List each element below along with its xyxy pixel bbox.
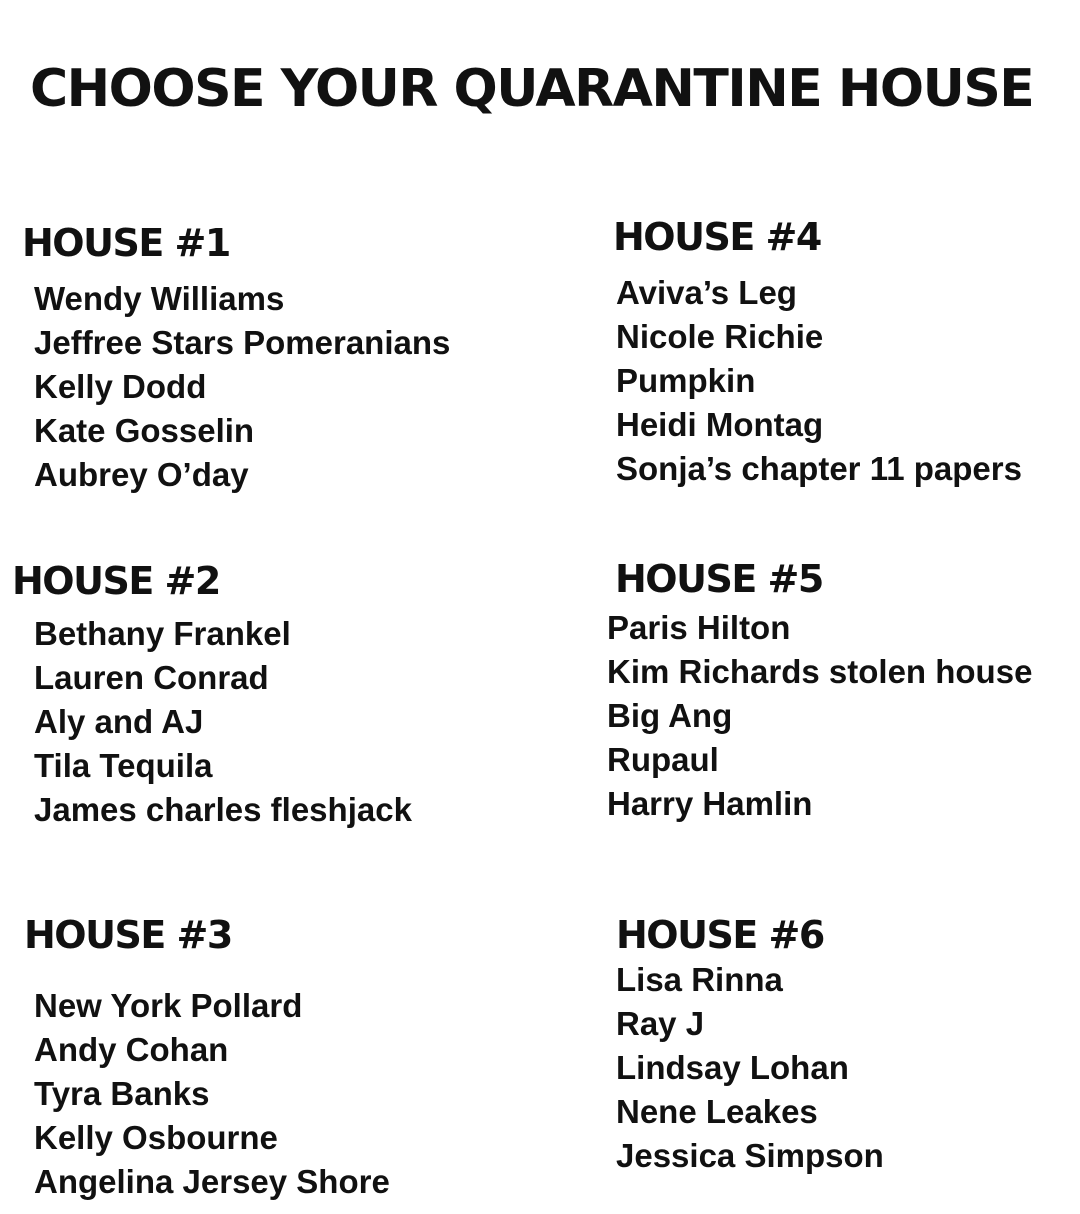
house-title: HOUSE #5	[615, 557, 823, 601]
member-list	[607, 606, 1032, 826]
list-item: Jessica Simpson	[616, 1137, 884, 1174]
member-list	[22, 277, 450, 497]
list-item: Kim Richards stolen house	[607, 653, 1033, 690]
house-title: HOUSE #3	[24, 913, 232, 957]
list-item: Aubrey O’day	[34, 456, 249, 493]
list-item: Wendy Williams	[34, 280, 285, 317]
list-item: James charles fleshjack	[34, 791, 412, 828]
list-item: Sonja’s chapter 11 papers	[616, 450, 1022, 487]
house-4	[613, 215, 1022, 491]
house-3	[24, 913, 390, 1204]
member-list	[613, 271, 1022, 491]
list-item: Aly and AJ	[34, 703, 204, 740]
member-list	[12, 612, 412, 832]
list-item: Lisa Rinna	[616, 961, 783, 998]
list-item: Nicole Richie	[616, 318, 824, 355]
member-list	[24, 984, 390, 1204]
list-item: Andy Cohan	[34, 1031, 229, 1068]
list-item: Tyra Banks	[34, 1075, 210, 1112]
list-item: Kelly Osbourne	[34, 1119, 278, 1156]
page-title: CHOOSE YOUR QUARANTINE HOUSE	[30, 58, 1034, 119]
list-item: Heidi Montag	[616, 406, 824, 443]
list-item: Pumpkin	[616, 362, 756, 399]
list-item: Aviva’s Leg	[616, 274, 797, 311]
list-item: New York Pollard	[34, 987, 303, 1024]
list-item: Lauren Conrad	[34, 659, 269, 696]
house-title: HOUSE #4	[613, 215, 821, 259]
house-1	[22, 221, 451, 497]
list-item: Kate Gosselin	[34, 412, 255, 449]
house-6	[616, 913, 884, 1178]
list-item: Tila Tequila	[34, 747, 213, 784]
list-item: Big Ang	[607, 697, 733, 734]
list-item: Bethany Frankel	[34, 615, 291, 652]
list-item: Harry Hamlin	[607, 785, 813, 822]
house-5	[607, 557, 1033, 826]
list-item: Ray J	[616, 1005, 705, 1042]
list-item: Jeffree Stars Pomeranians	[34, 324, 451, 361]
house-title: HOUSE #1	[22, 221, 230, 265]
list-item: Paris Hilton	[607, 609, 791, 646]
house-title: HOUSE #2	[12, 559, 220, 603]
member-list	[616, 958, 884, 1178]
list-item: Rupaul	[607, 741, 719, 778]
list-item: Nene Leakes	[616, 1093, 818, 1130]
list-item: Kelly Dodd	[34, 368, 207, 405]
house-2	[12, 559, 412, 832]
house-title: HOUSE #6	[616, 913, 824, 957]
list-item: Lindsay Lohan	[616, 1049, 849, 1086]
list-item: Angelina Jersey Shore	[34, 1163, 390, 1200]
